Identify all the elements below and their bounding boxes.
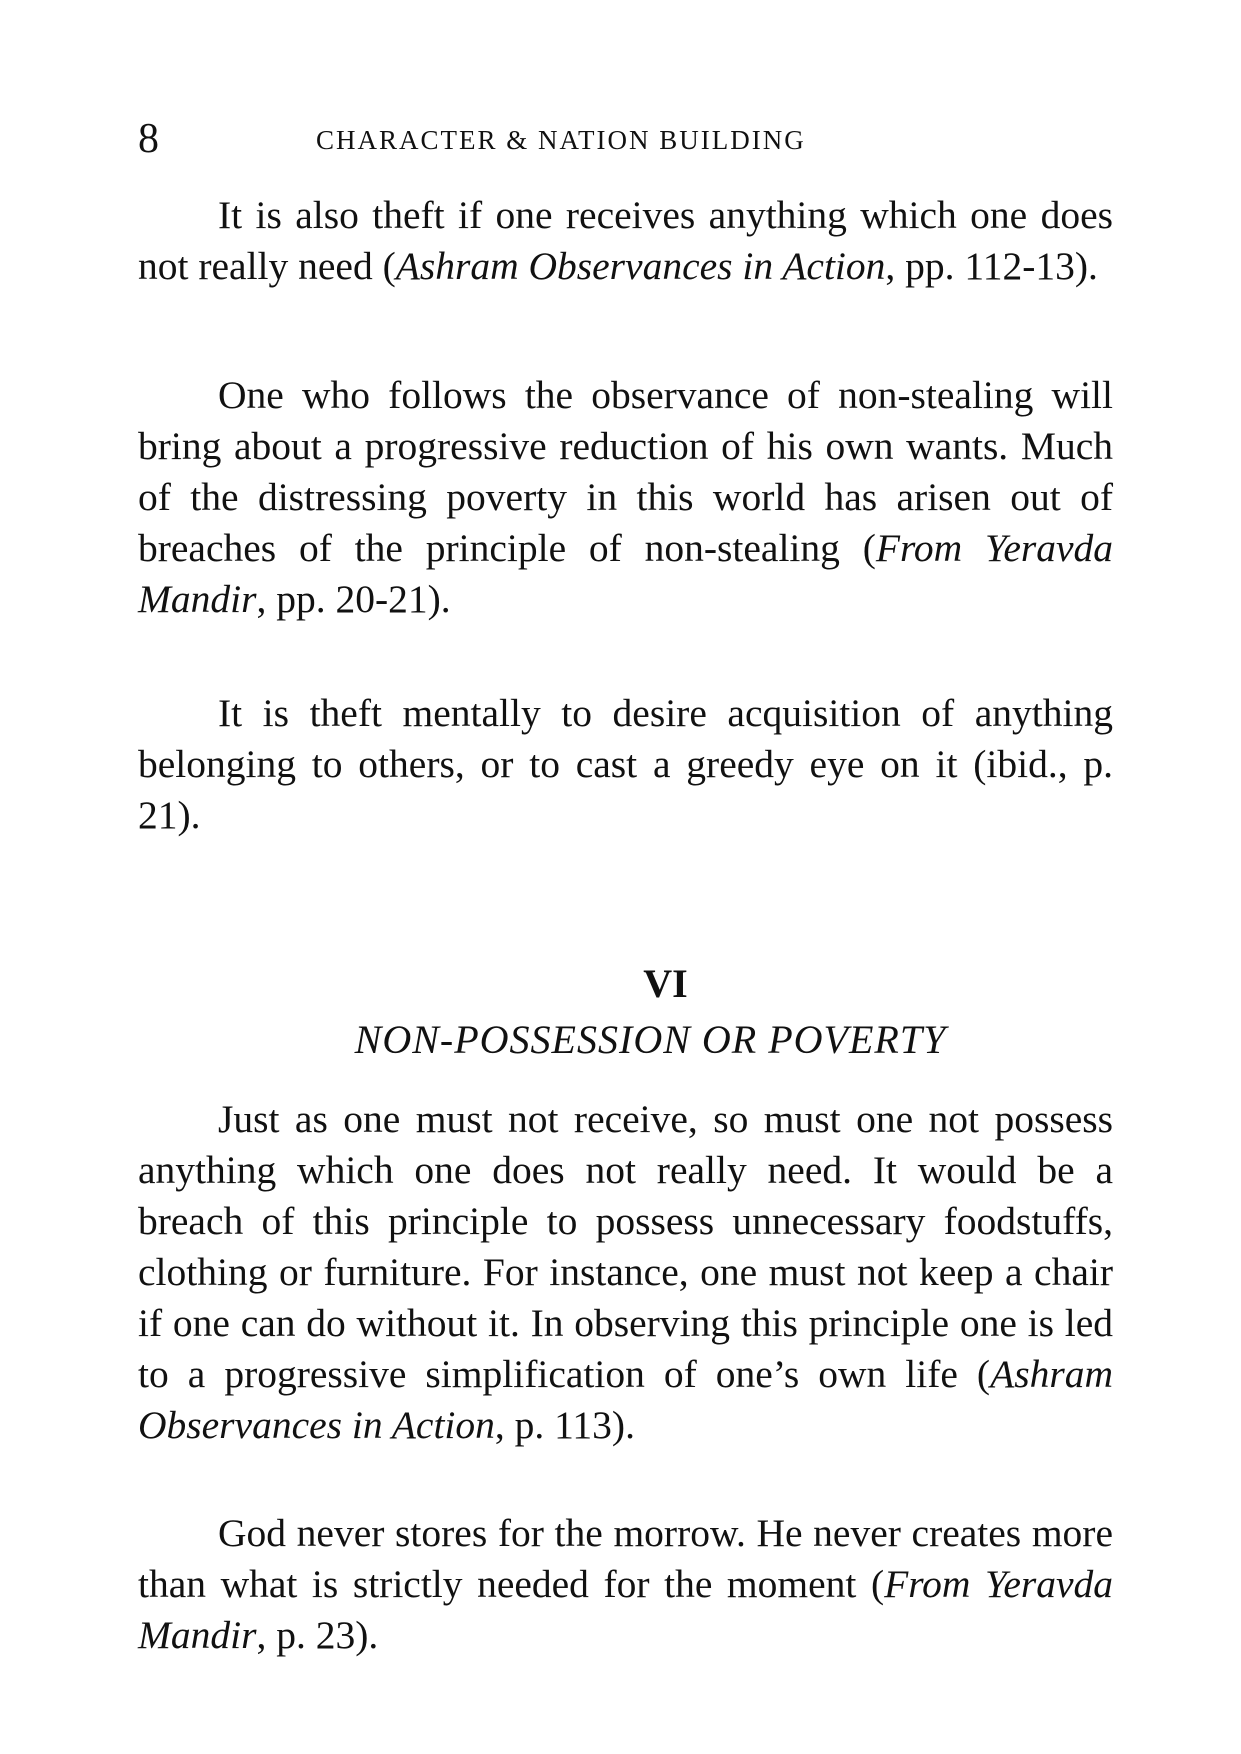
paragraph-non-possession <box>138 1094 1113 1451</box>
paragraph-non-stealing <box>138 370 1113 625</box>
citation-pages: , p. 23). <box>256 1613 379 1657</box>
page-number: 8 <box>138 116 159 162</box>
running-head: CHARACTER & NATION BUILDING <box>316 125 806 155</box>
paragraph-theft-receiving <box>138 190 1113 292</box>
citation-pages: , pp. 112-13). <box>885 244 1098 288</box>
page-header <box>138 115 938 165</box>
paragraph-text: It is theft mentally to desire acquisition of anything belonging to others, or to cast a greedy eye on it (ibid., p. 21). <box>138 691 1113 837</box>
paragraph-mental-theft <box>138 688 1113 841</box>
citation-title: Ashram Observances in Action <box>138 1352 1113 1447</box>
citation-pages: , pp. 20-21). <box>256 577 451 621</box>
citation-title: From Yeravda Mandir <box>138 526 1114 621</box>
section-title: NON-POSSESSION OR POVERTY <box>354 1017 947 1062</box>
paragraph-text: It is also theft if one receives anything which one does not really need ( <box>138 193 1113 288</box>
paragraph-god-never-stores <box>138 1508 1113 1661</box>
paragraph-text: God never stores for the morrow. He never creates more than what is strictly needed for the moment ( <box>138 1511 1113 1606</box>
paragraph-text: One who follows the observance of non-stealing will bring about a progressive reduction of his own wants. Much of the distressing poverty in this world has arisen out of breaches of the principle of non-stealing ( <box>138 373 1113 570</box>
section-number: VI <box>643 961 688 1006</box>
paragraph-text: Just as one must not receive, so must one not possess anything which one does not really need. It would be a breach of this principle to possess unnecessary foodstuffs, clothing or furniture. For instance, one must not keep a chair if one can do without it. In observing this principle one is led to a progressive simplification of one’s own life ( <box>138 1097 1113 1396</box>
citation-pages: , p. 113). <box>494 1403 635 1447</box>
citation-title: Ashram Observances in Action <box>395 244 886 288</box>
citation-title: From Yeravda Mandir <box>138 1562 1114 1657</box>
